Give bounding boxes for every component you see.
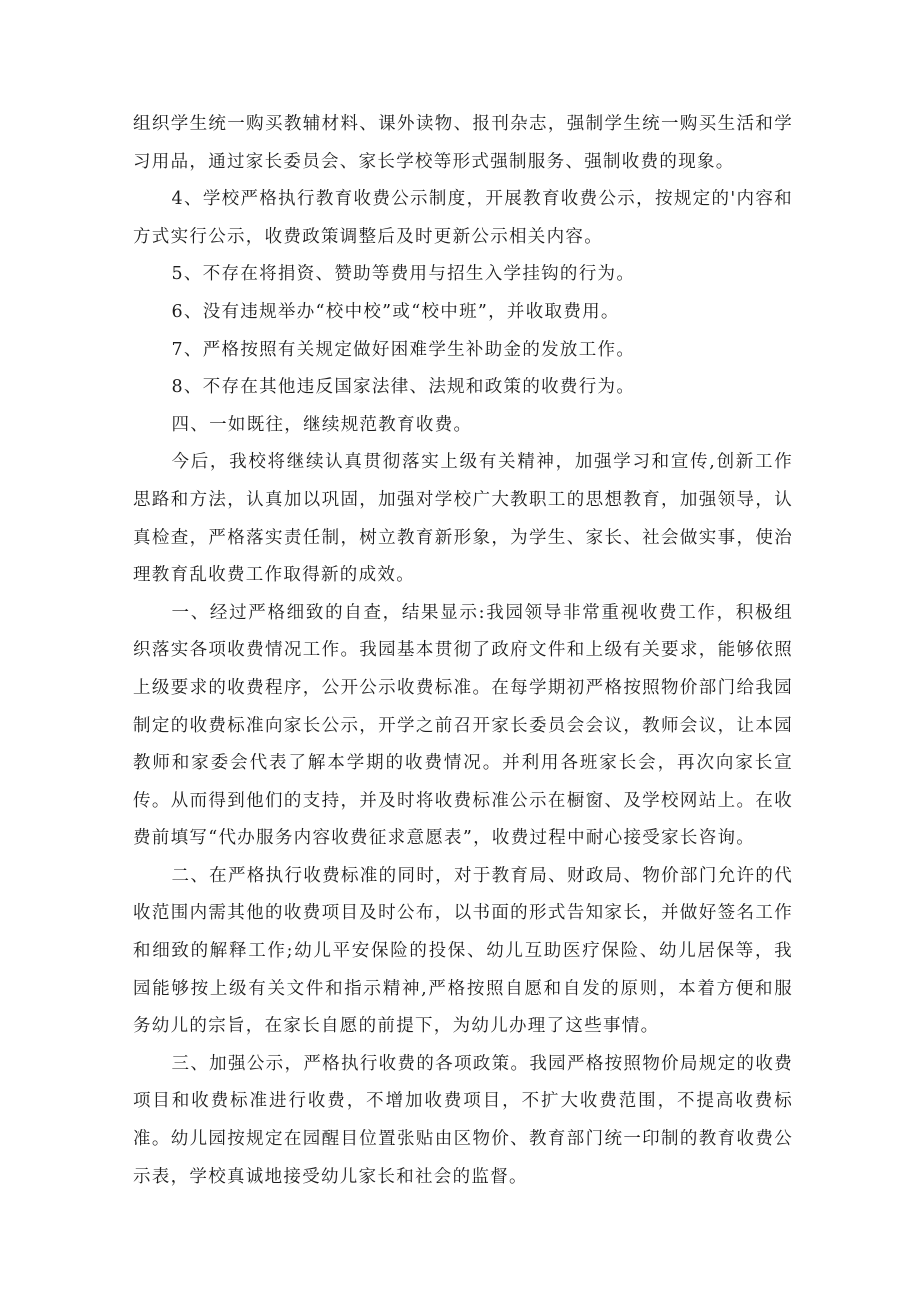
paragraph: 一、经过严格细致的自查，结果显示:我园领导非常重视收费工作，积极组织落实各项收费情况工作。我园基本贯彻了政府文件和上级有关要求，能够依照上级要求的收费程序，公开公示收费标准。在每学期初严格按照物价部门给我园制定的收费标准向家长公示，开学之前召开家长委员会会议，教师会议，让本园教师和家委会代表了解本学期的收费情况。并利用各班家长会，再次向家长宣传。从而得到他们的支持，并及时将收费标准公示在橱窗、及学校网站上。在收费前填写“代办服务内容收费征求意愿表”，收费过程中耐心接受家长咨询。 [133,602,793,849]
paragraph: 6、没有违规举办“校中校”或“校中班”，并收取费用。 [171,301,620,322]
paragraph: 今后，我校将继续认真贯彻落实上级有关精神，加强学习和宣传,创新工作思路和方法，认真加以巩固，加强对学校广大教职工的思想教育，加强领导，认真检查，严格落实责任制，树立教育新形象，为学生、家长、社会做实事，使治理教育乱收费工作取得新的成效。 [133,452,793,586]
paragraph: 4、学校严格执行教育收费公示制度，开展教育收费公示，按规定的'内容和方式实行公示，收费政策调整后及时更新公示相关内容。 [133,189,793,247]
paragraph: 5、不存在将捐资、赞助等费用与招生入学挂钩的行为。 [171,264,636,285]
paragraph: 二、在严格执行收费标准的同时，对于教育局、财政局、物价部门允许的代收范围内需其他的收费项目及时公布，以书面的形式告知家长，并做好签名工作和细致的解释工作;幼儿平安保险的投保、幼儿互助医疗保险、幼儿居保等，我园能够按上级有关文件和指示精神,严格按照自愿和自发的原则，本着方便和服务幼儿的宗旨，在家长自愿的前提下，为幼儿办理了这些事情。 [133,865,793,1037]
paragraph: 组织学生统一购买教辅材料、课外读物、报刊杂志，强制学生统一购买生活和学习用品，通过家长委员会、家长学校等形式强制服务、强制收费的现象。 [133,114,793,172]
paragraph: 8、不存在其他违反国家法律、法规和政策的收费行为。 [171,377,636,398]
document-body [133,106,793,1196]
paragraph: 三、加强公示，严格执行收费的各项政策。我园严格按照物价局规定的收费项目和收费标准进行收费，不增加收费项目，不扩大收费范围，不提高收费标准。幼儿园按规定在园醒目位置张贴由区物价、教育部门统一印制的教育收费公示表，学校真诚地接受幼儿家长和社会的监督。 [133,1053,793,1187]
paragraph: 7、严格按照有关规定做好困难学生补助金的发放工作。 [171,339,636,360]
section-heading: 四、一如既往，继续规范教育收费。 [171,414,473,435]
